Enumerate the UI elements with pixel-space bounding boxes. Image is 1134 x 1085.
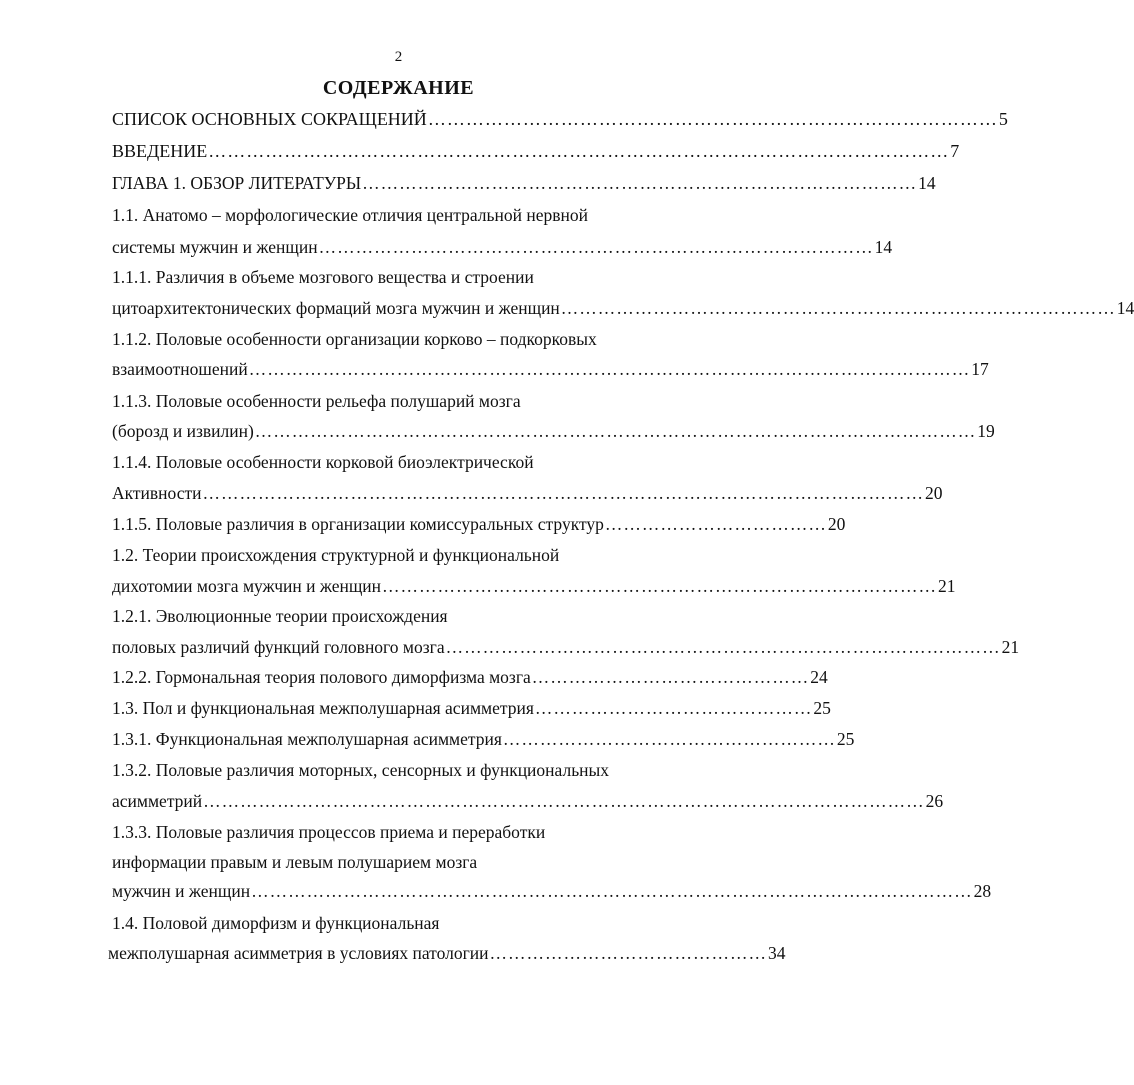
toc-leader-dots: ……………………………………………………………………………………………………… (248, 359, 971, 379)
toc-leader-dots: ……………………………………………………………………………… (382, 576, 938, 596)
toc-entry (112, 172, 936, 194)
toc-leader-dots: ……………………………………………………………………………………………………… (202, 483, 925, 503)
toc-entry-page: 21 (938, 576, 956, 596)
toc-leader-dots: ……………………………………………………………………………………………………… (203, 791, 925, 811)
toc-entry-page: 20 (925, 483, 943, 503)
toc-entry (108, 942, 786, 964)
toc-entry-text: асимметрий (112, 791, 203, 811)
toc-entry-text: 1.4. Половой диморфизм и функциональная (112, 913, 440, 933)
toc-entry-page: 7 (950, 141, 960, 161)
toc-entry-text: половых различий функций головного мозга (112, 637, 445, 657)
toc-entry-text: 1.3.1. Функциональная межполушарная асимметрия (112, 729, 502, 749)
toc-entry-page: 19 (977, 421, 995, 441)
toc-entry-text: 1.3.2. Половые различия моторных, сенсорных и функциональных (112, 760, 610, 780)
toc-entry (112, 759, 712, 781)
toc-entry (112, 605, 712, 627)
toc-entry-page: 21 (1001, 637, 1020, 657)
toc-leader-dots: ……………………………………………………………………………… (427, 109, 998, 129)
toc-entry-text: 1.1. Анатомо – морфологические отличия центральной нервной (112, 205, 588, 225)
toc-leader-dots: ……………………………………… (534, 698, 813, 718)
page-number: 2 (394, 49, 403, 65)
toc-entry-text: СПИСОК ОСНОВНЫХ СОКРАЩЕНИЙ (112, 109, 427, 129)
toc-entry-text: 1.3. Пол и функциональная межполушарная асимметрия (112, 698, 534, 718)
toc-leader-dots: ……………………………………………………………………………… (445, 637, 1001, 657)
toc-entry (112, 420, 995, 442)
toc-entry-text: 1.1.2. Половые особенности организации корково – подкорковых (112, 329, 597, 349)
toc-entry-page: 28 (973, 881, 992, 901)
toc-entry (112, 451, 712, 473)
toc-entry (112, 666, 828, 688)
toc-entry (112, 821, 712, 843)
toc-entry (112, 544, 712, 566)
toc-entry-page: 26 (925, 791, 944, 811)
toc-entry-text: 1.1.4. Половые особенности корковой биоэлектрической (112, 452, 534, 472)
toc-entry (112, 108, 1008, 130)
toc-entry-page: 24 (810, 667, 828, 687)
toc-leader-dots: ……………………………………………………………………………………………………… (208, 141, 950, 161)
toc-entry-page: 14 (918, 173, 936, 193)
toc-entry (112, 390, 712, 412)
toc-entry-text: мужчин и женщин (112, 881, 251, 901)
toc-entry (112, 728, 855, 750)
toc-leader-dots: ……………………………………… (489, 943, 768, 963)
toc-entry (112, 297, 1134, 319)
toc-entry-page: 20 (827, 514, 846, 534)
toc-entry-text: ВВЕДЕНИЕ (112, 141, 208, 161)
toc-leader-dots: ……………………………………………………………………………… (362, 173, 918, 193)
toc-entry (112, 880, 992, 902)
toc-entry-page: 14 (1116, 298, 1134, 318)
toc-entry-text: ГЛАВА 1. ОБЗОР ЛИТЕРАТУРЫ (112, 173, 362, 193)
toc-entry (112, 482, 943, 504)
toc-entry-text: 1.3.3. Половые различия процессов приема и переработки (112, 822, 546, 842)
toc-entry-page: 14 (874, 237, 893, 257)
toc-entry (112, 236, 893, 258)
toc-entry (112, 204, 712, 226)
toc-leader-dots: ……………………………………………………………………………………………………… (254, 421, 977, 441)
toc-entry (112, 266, 712, 288)
toc-entry-text: (борозд и извилин) (112, 421, 254, 441)
toc-entry-page: 25 (813, 698, 831, 718)
toc-entry-text: системы мужчин и женщин (112, 237, 318, 257)
toc-entry-text: 1.2.1. Эволюционные теории происхождения (112, 606, 448, 626)
toc-entry-page: 25 (836, 729, 855, 749)
toc-entry-page: 17 (971, 359, 989, 379)
toc-title: СОДЕРЖАНИЕ (322, 77, 475, 99)
toc-entry-text: дихотомии мозга мужчин и женщин (112, 576, 382, 596)
toc-entry-page: 5 (998, 109, 1008, 129)
toc-entry-text: информации правым и левым полушарием мозга (112, 852, 478, 872)
toc-leader-dots: ……………………………………………… (502, 729, 836, 749)
toc-entry-text: 1.1.1. Различия в объеме мозгового вещества и строении (112, 267, 534, 287)
toc-entry (112, 912, 712, 934)
toc-entry-text: взаимоотношений (112, 359, 248, 379)
toc-entry-page: 34 (768, 943, 786, 963)
toc-leader-dots: ……………………………………………………………………………………………………… (251, 881, 973, 901)
toc-leader-dots: ……………………………………………………………………………… (560, 298, 1116, 318)
toc-entry (112, 697, 831, 719)
toc-leader-dots: ……………………………………… (531, 667, 810, 687)
toc-entry-text: 1.1.5. Половые различия в организации комиссуральных структур (112, 514, 604, 534)
toc-entry-text: цитоархитектонических формаций мозга мужчин и женщин (112, 298, 560, 318)
toc-entry-text: Активности (112, 483, 202, 503)
toc-leader-dots: ……………………………………………………………………………… (318, 237, 874, 257)
toc-entry-text: межполушарная асимметрия в условиях патологии (108, 943, 489, 963)
toc-entry (112, 358, 989, 380)
toc-entry (112, 790, 944, 812)
toc-entry-text: 1.2.2. Гормональная теория полового диморфизма мозга (112, 667, 531, 687)
toc-entry (112, 328, 712, 350)
toc-entry-text: 1.2. Теории происхождения структурной и функциональной (112, 545, 560, 565)
toc-entry (112, 140, 960, 162)
toc-entry (112, 575, 956, 597)
toc-leader-dots: ……………………………… (604, 514, 827, 534)
toc-entry-text: 1.1.3. Половые особенности рельефа полушарий мозга (112, 391, 521, 411)
toc-entry (112, 636, 1020, 658)
toc-entry (112, 851, 712, 873)
toc-entry (112, 513, 846, 535)
